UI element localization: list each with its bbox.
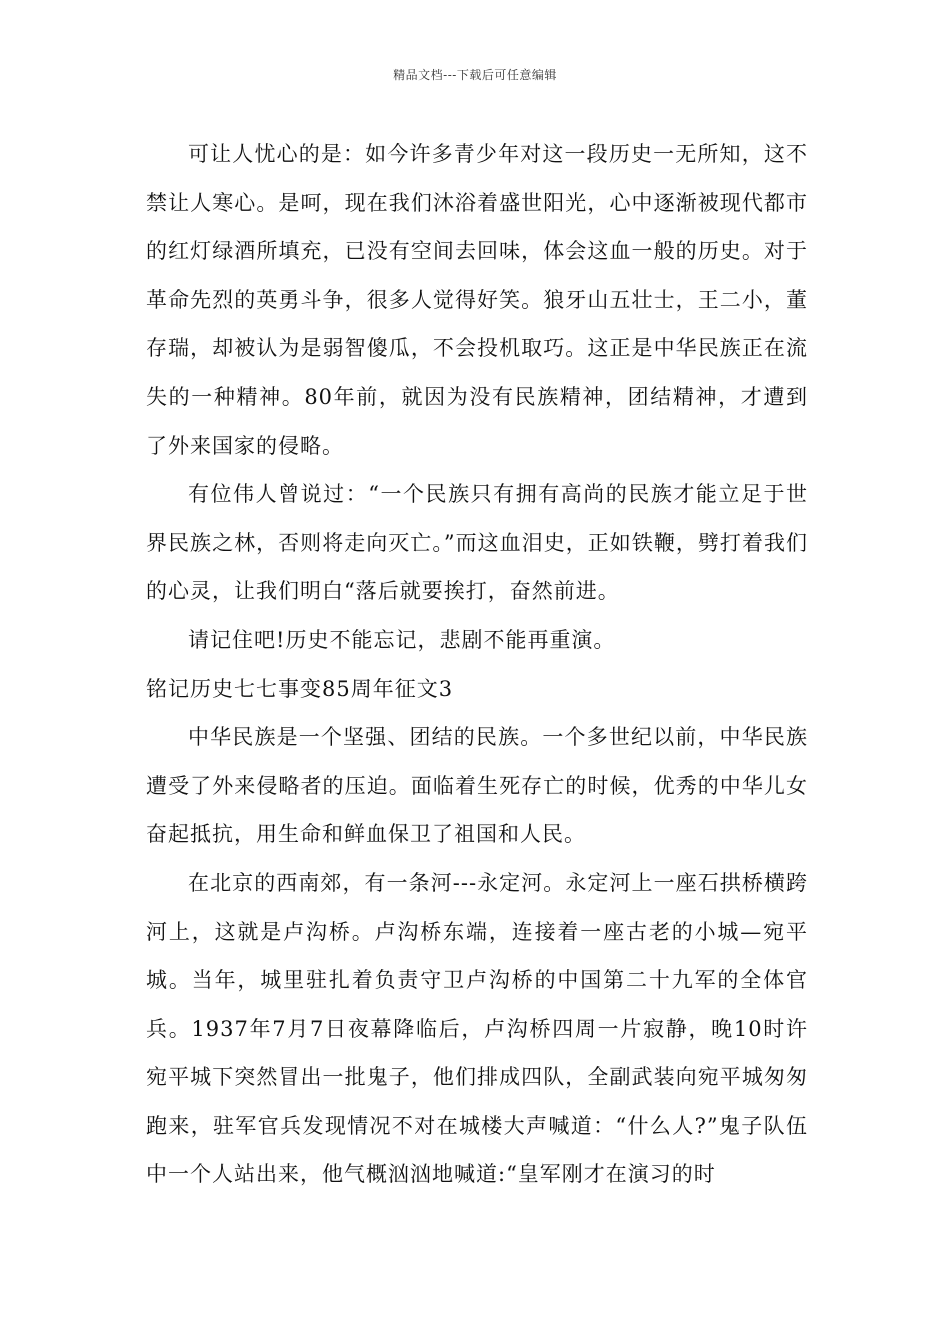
document-body: [146, 130, 808, 1199]
section-title: 铭记历史七七事变85周年征文3: [146, 676, 454, 701]
paragraph: 请记住吧!历史不能忘记，悲剧不能再重演。: [188, 627, 616, 652]
page-header: 精品文档---下载后可任意编辑: [393, 68, 557, 82]
paragraph: 可让人忧心的是：如今许多青少年对这一段历史一无所知，这不禁让人寒心。是呵，现在我们沐浴着盛世阳光，心中逐渐被现代都市的红灯绿酒所填充，已没有空间去回味，体会这血一般的历史。对于革命先烈的英勇斗争，很多人觉得好笑。狼牙山五壮士，王二小，董存瑞，却被认为是弱智傻瓜，不会投机取巧。这正是中华民族正在流失的一种精神。80年前，就因为没有民族精神，团结精神，才遭到了外来国家的侵略。: [146, 142, 808, 458]
paragraph: 有位伟人曾说过：“一个民族只有拥有高尚的民族才能立足于世界民族之林，否则将走向灭亡。”而这血泪史，正如铁鞭，劈打着我们的心灵，让我们明白“落后就要挨打，奋然前进。: [146, 482, 808, 604]
paragraph: 在北京的西南郊，有一条河---永定河。永定河上一座石拱桥横跨河上，这就是卢沟桥。卢沟桥东端，连接着一座古老的小城—宛平城。当年，城里驻扎着负责守卫卢沟桥的中国第二十九军的全体官兵。1937年7月7日夜幕降临后，卢沟桥四周一片寂静，晚10时许宛平城下突然冒出一批鬼子，他们排成四队，全副武装向宛平城匆匆跑来，驻军官兵发现情况不对在城楼大声喊道：“什么人?”鬼子队伍中一个人站出来，他气概汹汹地喊道:“皇军刚才在演习的时: [146, 870, 808, 1187]
paragraph: 中华民族是一个坚强、团结的民族。一个多世纪以前，中华民族遭受了外来侵略者的压迫。面临着生死存亡的时候，优秀的中华儿女奋起抵抗，用生命和鲜血保卫了祖国和人民。: [146, 725, 808, 847]
